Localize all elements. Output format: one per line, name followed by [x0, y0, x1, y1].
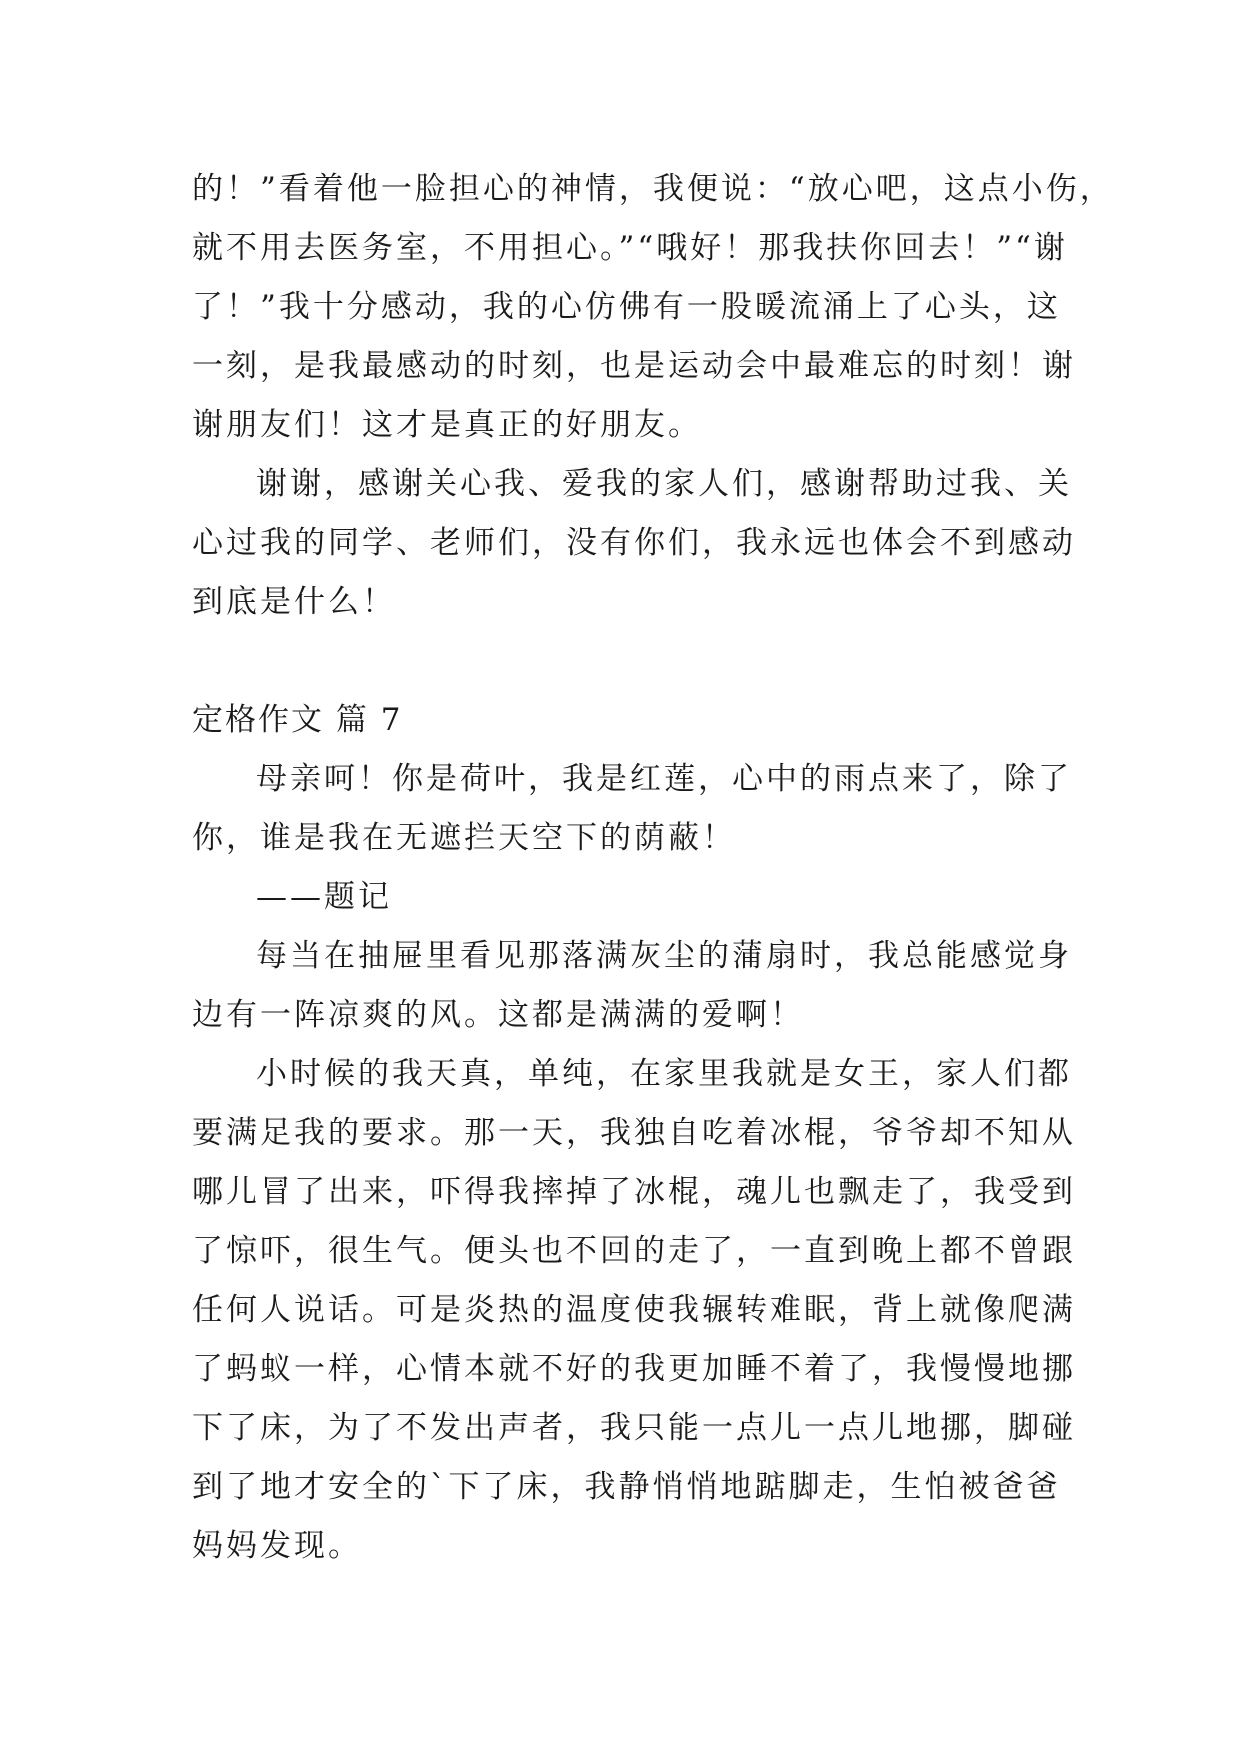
text-line: 的！”看着他一脸担心的神情，我便说：“放心吧，这点小伤，	[192, 171, 1114, 207]
paragraph	[192, 750, 1092, 868]
text-line: 了惊吓，很生气。便头也不回的走了，一直到晚上都不曾跟	[192, 1233, 1076, 1269]
paragraph	[192, 927, 1092, 1045]
section-title: 定格作文 篇 7	[192, 702, 403, 738]
text-line: 妈妈发现。	[192, 1528, 362, 1564]
epigraph-attribution: ——题记	[256, 879, 392, 915]
text-line: 谢朋友们！这才是真正的好朋友。	[192, 407, 702, 443]
text-line: 每当在抽屉里看见那落满灰尘的蒲扇时，我总能感觉身	[256, 938, 1072, 974]
text-line: 边有一阵凉爽的风。这都是满满的爱啊！	[192, 997, 804, 1033]
text-line: 到底是什么！	[192, 584, 396, 620]
text-line: 谢谢，感谢关心我、爱我的家人们，感谢帮助过我、关	[256, 466, 1072, 502]
paragraph	[192, 160, 1114, 455]
text-line: 了蚂蚁一样，心情本就不好的我更加睡不着了，我慢慢地挪	[192, 1351, 1076, 1387]
document-body	[192, 160, 1114, 1576]
text-line: 任何人说话。可是炎热的温度使我辗转难眠，背上就像爬满	[192, 1292, 1076, 1328]
text-line: 母亲呵！你是荷叶，我是红莲，心中的雨点来了，除了	[256, 761, 1072, 797]
paragraph	[192, 868, 1092, 927]
text-line: 了！”我十分感动，我的心仿佛有一股暖流涌上了心头，这	[192, 289, 1061, 325]
paragraph	[192, 455, 1092, 632]
text-line: 哪儿冒了出来，吓得我摔掉了冰棍，魂儿也飘走了，我受到	[192, 1174, 1076, 1210]
text-line: 心过我的同学、老师们，没有你们，我永远也体会不到感动	[192, 525, 1076, 561]
text-line: 下了床，为了不发出声者，我只能一点儿一点儿地挪，脚碰	[192, 1410, 1076, 1446]
text-line: 就不用去医务室，不用担心。”“哦好！那我扶你回去！”“谢	[192, 230, 1068, 266]
text-line: 一刻，是我最感动的时刻，也是运动会中最难忘的时刻！谢	[192, 348, 1076, 384]
text-line: 到了地才安全的`下了床，我静悄悄地踮脚走，生怕被爸爸	[192, 1469, 1061, 1505]
text-line: 要满足我的要求。那一天，我独自吃着冰棍，爷爷却不知从	[192, 1115, 1076, 1151]
text-line: 你，谁是我在无遮拦天空下的荫蔽！	[192, 820, 736, 856]
paragraph	[192, 1045, 1092, 1576]
blank-line	[192, 632, 1092, 691]
text-line: 小时候的我天真，单纯，在家里我就是女王，家人们都	[256, 1056, 1072, 1092]
